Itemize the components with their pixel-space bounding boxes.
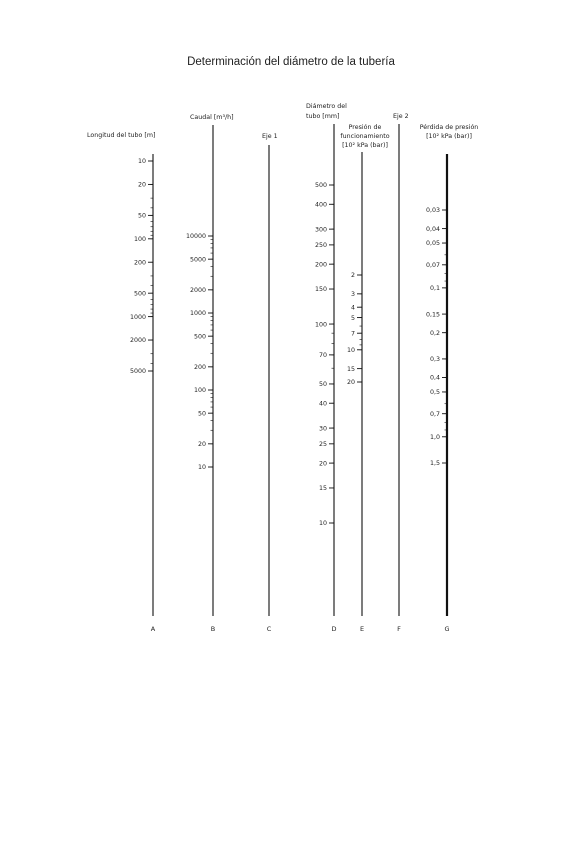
- tick-label-D: 100: [314, 321, 327, 329]
- tick-label-D: 250: [314, 242, 327, 250]
- tick-label-E: 10: [346, 346, 355, 354]
- tick-label-A: 20: [137, 181, 146, 189]
- tick-label-G: 0,1: [429, 285, 440, 293]
- tick-label-E: 3: [350, 291, 355, 299]
- tick-label-G: 1,5: [429, 460, 440, 468]
- tick-label-A: 5000: [129, 368, 146, 376]
- tick-label-A: 200: [133, 259, 146, 267]
- tick-label-D: 20: [318, 460, 327, 468]
- tick-label-B: 20: [197, 441, 206, 449]
- tick-label-A: 50: [137, 212, 146, 220]
- axis-letter-C: C: [266, 625, 272, 633]
- tick-label-G: 0,4: [429, 374, 440, 382]
- tick-label-G: 0,05: [425, 240, 440, 248]
- tick-label-B: 5000: [189, 256, 206, 264]
- axis-heading-F: Eje 2: [393, 113, 409, 120]
- tick-label-D: 10: [318, 520, 327, 528]
- axis-heading-B: Caudal [m³/h]: [190, 114, 234, 121]
- tick-label-E: 20: [346, 379, 355, 387]
- tick-label-D: 15: [318, 485, 327, 493]
- tick-label-D: 50: [318, 381, 327, 389]
- nomogram-chart: [80, 95, 500, 650]
- axis-letter-F: F: [397, 625, 401, 633]
- axis-letter-G: G: [444, 625, 450, 633]
- tick-label-G: 0,04: [425, 225, 440, 233]
- axis-heading-E: [10² kPa (bar)]: [342, 142, 388, 149]
- axis-heading-A: Longitud del tubo [m]: [87, 132, 156, 139]
- tick-label-D: 300: [314, 226, 327, 234]
- page-title: Determinación del diámetro de la tubería: [187, 56, 395, 68]
- axis-heading-E: Presión de: [348, 124, 382, 131]
- tick-label-A: 10: [137, 158, 146, 166]
- tick-label-G: 0,07: [425, 261, 440, 269]
- tick-label-E: 2: [350, 272, 355, 280]
- tick-label-E: 5: [350, 314, 355, 322]
- tick-label-D: 40: [318, 400, 327, 408]
- tick-label-E: 7: [350, 330, 355, 338]
- tick-label-E: 15: [346, 365, 355, 373]
- tick-label-B: 100: [193, 387, 206, 395]
- tick-label-A: 2000: [129, 337, 146, 345]
- tick-label-D: 25: [318, 441, 327, 449]
- tick-label-G: 1,0: [429, 433, 440, 441]
- tick-label-B: 500: [193, 333, 206, 341]
- tick-label-E: 4: [350, 304, 355, 312]
- axis-heading-G: Pérdida de presión: [419, 124, 479, 131]
- tick-label-A: 100: [133, 236, 146, 244]
- axis-heading-D: tubo [mm]: [306, 113, 340, 120]
- tick-label-D: 150: [314, 286, 327, 294]
- tick-label-A: 1000: [129, 313, 146, 321]
- tick-label-G: 0,7: [429, 410, 440, 418]
- tick-label-A: 500: [133, 290, 146, 298]
- tick-label-B: 50: [197, 410, 206, 418]
- tick-label-G: 0,03: [425, 207, 440, 215]
- tick-label-D: 30: [318, 425, 327, 433]
- axis-letter-E: E: [359, 625, 365, 633]
- tick-label-G: 0,5: [429, 389, 440, 397]
- tick-label-G: 0,3: [429, 356, 440, 364]
- tick-label-B: 2000: [189, 287, 206, 295]
- tick-label-D: 400: [314, 201, 327, 209]
- tick-label-D: 70: [318, 352, 327, 360]
- tick-label-B: 200: [193, 364, 206, 372]
- tick-label-D: 500: [314, 182, 327, 190]
- tick-label-B: 10: [197, 464, 206, 472]
- axis-heading-G: [10² kPa (bar)]: [426, 133, 472, 140]
- axis-heading-D: Diámetro del: [306, 103, 347, 110]
- tick-label-B: 10000: [185, 233, 206, 241]
- axis-heading-E: funcionamiento: [340, 133, 390, 140]
- tick-label-D: 200: [314, 261, 327, 269]
- tick-label-G: 0,15: [425, 311, 440, 319]
- axis-letter-D: D: [331, 625, 337, 633]
- axis-heading-C: Eje 1: [262, 133, 278, 140]
- tick-label-G: 0,2: [429, 329, 440, 337]
- axis-letter-A: A: [150, 625, 156, 633]
- axis-letter-B: B: [210, 625, 216, 633]
- tick-label-B: 1000: [189, 310, 206, 318]
